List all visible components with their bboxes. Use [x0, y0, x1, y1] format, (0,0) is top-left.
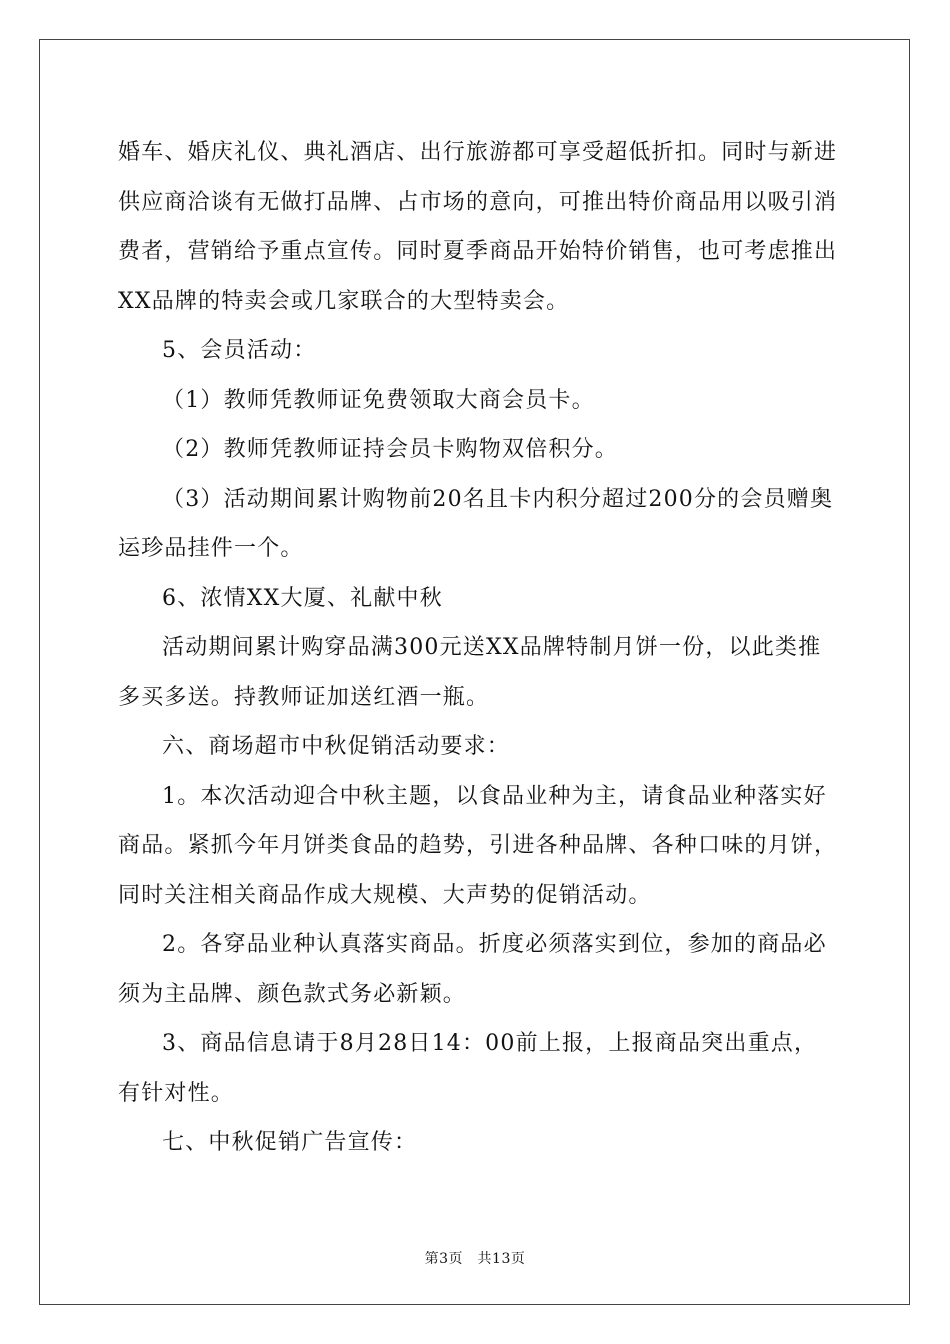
paragraph-10: 2。各穿品业种认真落实商品。折度必须落实到位，参加的商品必须为主品牌、颜色款式务必新颖。 — [118, 932, 827, 1007]
document-body — [118, 128, 838, 1168]
paragraph-9: 1。本次活动迎合中秋主题，以食品业种为主，请食品业种落实好商品。紧抓今年月饼类食品的趋势，引进各种品牌、各种口味的月饼，同时关注相关商品作成大规模、大声势的促销活动。 — [118, 783, 838, 908]
paragraph-1: 婚车、婚庆礼仪、典礼酒店、出行旅游都可享受超低折扣。同时与新进供应商洽谈有无做打品牌、占市场的意向，可推出特价商品用以吸引消费者，营销给予重点宣传。同时夏季商品开始特价销售，也可考虑推出XX品牌的特卖会或几家联合的大型特卖会。 — [118, 140, 838, 314]
paragraph-11: 3、商品信息请于8月28日14：00前上报，上报商品突出重点，有针对性。 — [118, 1031, 818, 1106]
paragraph-5: （3）活动期间累计购物前20名且卡内积分超过200分的会员赠奥运珍品挂件一个。 — [118, 486, 834, 561]
paragraph-2: 5、会员活动： — [162, 338, 317, 363]
paragraph-7: 活动期间累计购穿品满300元送XX品牌特制月饼一份，以此类推多买多送。持教师证加送红酒一瓶。 — [118, 635, 822, 710]
paragraph-6: 6、浓情XX大厦、礼献中秋 — [162, 585, 443, 611]
page-footer: 第3页 共13页 — [424, 1251, 526, 1267]
paragraph-4: （2）教师凭教师证持会员卡购物双倍积分。 — [162, 437, 618, 462]
paragraph-12: 七、中秋促销广告宣传： — [162, 1130, 418, 1155]
paragraph-3: （1）教师凭教师证免费领取大商会员卡。 — [162, 387, 595, 413]
paragraph-8: 六、商场超市中秋促销活动要求： — [162, 734, 511, 759]
